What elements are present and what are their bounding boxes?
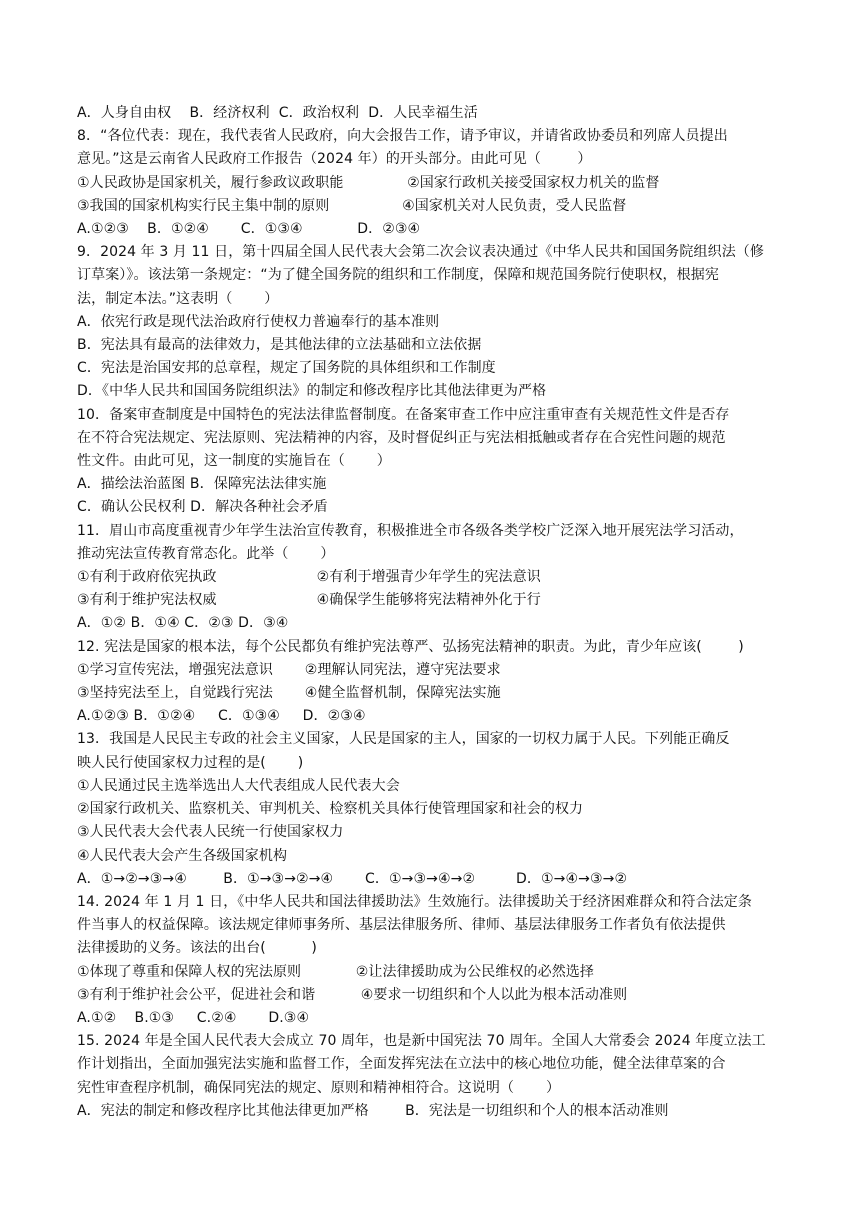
- text-line: ③我国的国家机构实行民主集中制的原则 ④国家机关对人民负责，受人民监督: [77, 197, 627, 214]
- text-line: 意见。”这是云南省人民政府工作报告（2024 年）的开头部分。由此可见（ ）: [77, 151, 592, 168]
- text-line: 法律援助的义务。该法的出台( ): [77, 940, 317, 957]
- text-line: 作计划指出，全面加强宪法实施和监督工作，全面发挥宪法在立法中的核心地位功能，健全法律草案的合: [77, 1056, 726, 1073]
- text-line: A．宪法的制定和修改程序比其他法律更加严格 B．宪法是一切组织和个人的根本活动准则: [77, 1102, 669, 1119]
- text-line: A．①② B．①④ C．②③ D．③④: [77, 615, 289, 632]
- text-line: ③坚持宪法至上，自觉践行宪法 ④健全监督机制，保障宪法实施: [77, 685, 501, 702]
- text-line: 15. 2024 年是全国人民代表大会成立 70 周年，也是新中国宪法 70 周年。全国人大常委会 2024 年度立法工: [77, 1033, 766, 1050]
- text-line: ④人民代表大会产生各级国家机构: [77, 847, 288, 864]
- text-line: ①有利于政府依宪执政 ②有利于增强青少年学生的宪法意识: [77, 569, 541, 586]
- text-line: 14. 2024 年 1 月 1 日，《中华人民共和国法律援助法》生效施行。法律援助关于经济困难群众和符合法定条: [77, 893, 753, 910]
- text-line: 推动宪法宣传教育常态化。此举（ ）: [77, 545, 335, 562]
- text-line: 12. 宪法是国家的根本法，每个公民都负有维护宪法尊严、弘扬宪法精神的职责。为此，青少年应该( ): [77, 638, 744, 655]
- text-line: 性文件。由此可见，这一制度的实施旨在（ ）: [77, 453, 391, 470]
- text-line: A.①②③ B．①②④ C．①③④ D．②③④: [77, 708, 366, 725]
- text-line: A．依宪行政是现代法治政府行使权力普遍奉行的基本准则: [77, 313, 440, 330]
- text-line: A．描绘法治蓝图 B．保障宪法法律实施: [77, 476, 327, 493]
- text-line: ③有利于维护宪法权威 ④确保学生能够将宪法精神外化于行: [77, 592, 541, 609]
- text-line: 件当事人的权益保障。该法规定律师事务所、基层法律服务所、律师、基层法律服务工作者负有依法提供: [77, 917, 726, 934]
- text-line: 13．我国是人民民主专政的社会主义国家，人民是国家的主人，国家的一切权力属于人民。下列能正确反: [77, 731, 730, 748]
- text-line: C．确认公民权利 D．解决各种社会矛盾: [77, 499, 328, 516]
- text-line: A.①②③ B．①②④ C．①③④ D．②③④: [77, 221, 421, 238]
- text-line: ①人民通过民主选举选出人大代表组成人民代表大会: [77, 777, 400, 794]
- text-line: ①人民政协是国家机关，履行参政议政职能 ②国家行政机关接受国家权力机关的监督: [77, 174, 660, 191]
- text-line: ③有利于维护社会公平，促进社会和谐 ④要求一切组织和个人以此为根本活动准则: [77, 986, 628, 1003]
- text-line: 9．2024 年 3 月 11 日，第十四届全国人民代表大会第二次会议表决通过《中华人民共和国国务院组织法（修: [77, 244, 765, 261]
- text-line: 10．备案审查制度是中国特色的宪法法律监督制度。在备案审查工作中应注重审查有关规范性文件是否存: [77, 406, 730, 423]
- text-line: 宪性审查程序机制，确保同宪法的规定、原则和精神相符合。这说明（ ）: [77, 1079, 561, 1096]
- text-line: C．宪法是治国安邦的总章程，规定了国务院的具体组织和工作制度: [77, 360, 496, 377]
- text-line: B．宪法具有最高的法律效力，是其他法律的立法基础和立法依据: [77, 337, 482, 354]
- text-line: ③人民代表大会代表人民统一行使国家权力: [77, 824, 344, 841]
- text-line: 法，制定本法。”这表明（ ）: [77, 290, 279, 307]
- text-line: ①学习宣传宪法，增强宪法意识 ②理解认同宪法，遵守宪法要求: [77, 661, 501, 678]
- text-line: 8．“各位代表：现在，我代表省人民政府，向大会报告工作，请予审议，并请省政协委员和列席人员提出: [77, 128, 728, 145]
- question-text: [77, 102, 787, 1123]
- text-line: A.①② B.①③ C.②④ D.③④: [77, 1009, 310, 1026]
- text-line: A．①→②→③→④ B．①→③→②→④ C．①→③→④→② D．①→④→③→②: [77, 870, 628, 887]
- text-line: ②国家行政机关、监察机关、审判机关、检察机关具体行使管理国家和社会的权力: [77, 801, 584, 818]
- text-line: A．人身自由权 B．经济权利 C．政治权利 D．人民幸福生活: [77, 105, 478, 121]
- text-line: 11．眉山市高度重视青少年学生法治宣传教育，积极推进全市各级各类学校广泛深入地开展宪法学习活动，: [77, 522, 744, 539]
- text-line: 映人民行使国家权力过程的是( ): [77, 754, 304, 771]
- text-line: 在不符合宪法规定、宪法原则、宪法精神的内容，及时督促纠正与宪法相抵触或者存在合宪性问题的规范: [77, 429, 726, 446]
- text-line: D．《中华人民共和国国务院组织法》的制定和修改程序比其他法律更为严格: [77, 383, 547, 400]
- text-line: ①体现了尊重和保障人权的宪法原则 ②让法律援助成为公民维权的必然选择: [77, 963, 595, 980]
- text-line: 订草案）》。该法第一条规定：“为了健全国务院的组织和工作制度，保障和规范国务院行使职权，根据宪: [77, 267, 719, 284]
